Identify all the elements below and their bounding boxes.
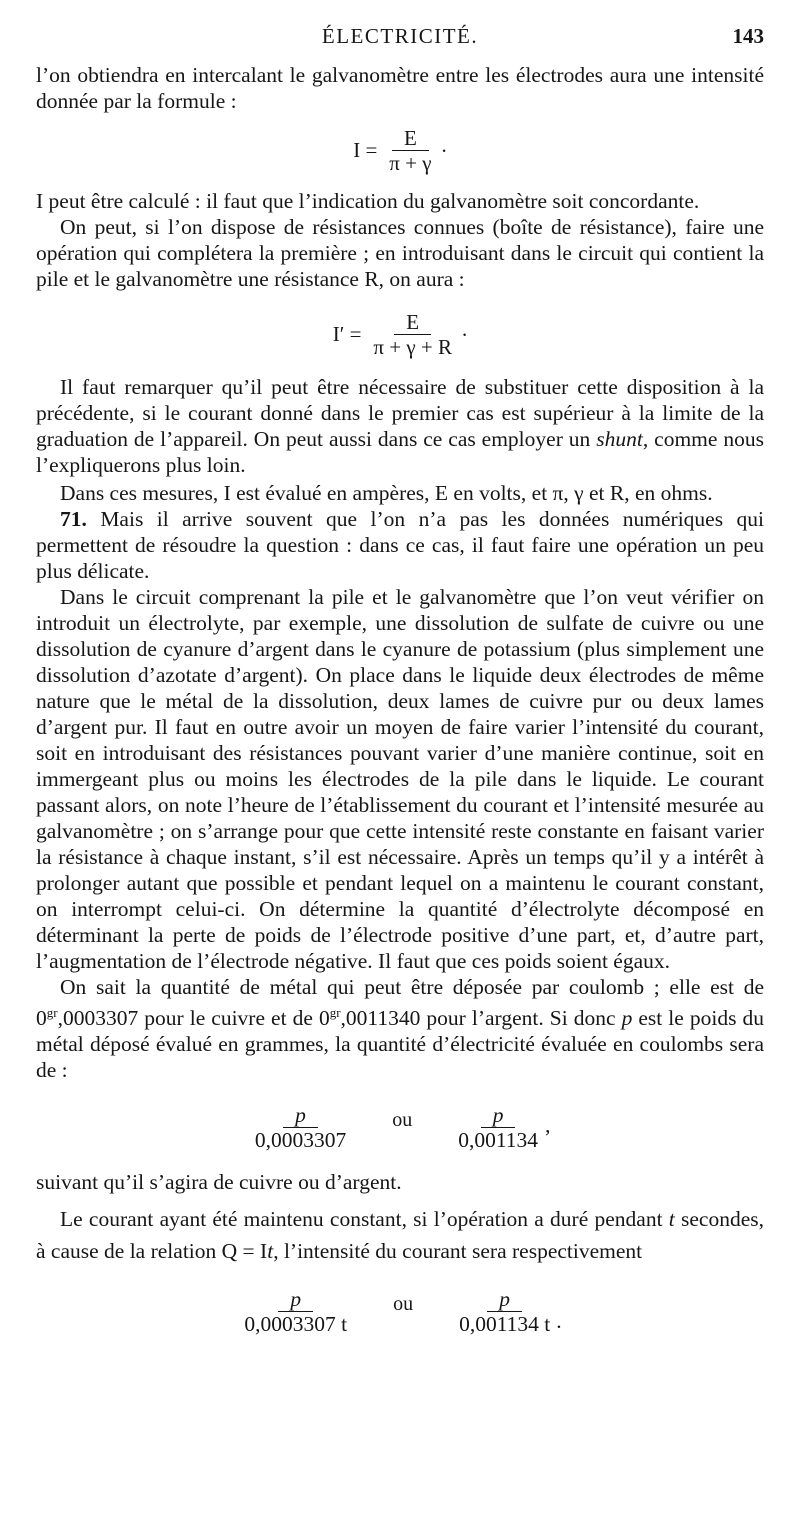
- paragraph-suivant: suivant qu’il s’agira de cuivre ou d’argent.: [36, 1170, 402, 1195]
- italic-var: p: [621, 1006, 633, 1031]
- paragraph-71: [36, 506, 764, 584]
- fraction: [383, 127, 437, 174]
- paragraph-coulomb: [36, 974, 764, 1083]
- page-number: 143: [732, 24, 764, 48]
- text-run: Mais il arrive souvent que l’on n’a pas les données numériques qui permettent de résoudre la question : dans ce cas, il faut faire une opération un peu plus délicate.: [36, 507, 764, 583]
- italic-term: shunt: [596, 427, 643, 451]
- formula-lhs: I =: [353, 138, 378, 162]
- formula-punctuation: .: [441, 133, 447, 157]
- text-run: secondes, à cause de la relation Q = I: [36, 1207, 764, 1264]
- numerator: p: [487, 1288, 522, 1312]
- denominator: π + γ + R: [373, 334, 452, 359]
- fraction-copper: [249, 1104, 352, 1151]
- page-header: [36, 24, 764, 58]
- numerator: E: [394, 311, 431, 335]
- formula-separator: ou: [393, 1293, 414, 1316]
- text-run: Il faut remarquer qu’il peut être nécessaire de substituer cette disposition à la précédente, si le courant donné dans le premier cas est supérieur à la limite de la graduation de l’appareil. On peut aussi dans ce cas employer un: [36, 375, 764, 451]
- paragraph-intro: l’on obtiendra en intercalant le galvanomètre entre les électrodes aura une intensité donnée par la formule :: [36, 63, 764, 113]
- formula-punctuation: .: [556, 1309, 562, 1334]
- formula-punctuation: .: [462, 317, 468, 341]
- superscript-gr: gr: [329, 1005, 341, 1020]
- formula-intensities: [36, 1279, 764, 1343]
- superscript-gr: gr: [46, 1005, 58, 1020]
- running-title: ÉLECTRICITÉ.: [321, 24, 479, 48]
- text-run: Le courant ayant été maintenu constant, si l’opération a duré pendant: [60, 1207, 669, 1232]
- fraction-silver: [453, 1288, 556, 1335]
- italic-var: t: [267, 1239, 274, 1264]
- denominator: 0,001134: [458, 1127, 539, 1152]
- text-run: ,0003307 pour le cuivre et de 0: [57, 1006, 330, 1031]
- numerator: p: [278, 1288, 313, 1312]
- paragraph-electrolyte: Dans le circuit comprenant la pile et le galvanomètre que l’on veut vérifier on introduit un électrolyte, par exemple, une dissolution de sulfate de cuivre ou une dissolution de cyanure d’argent dans le cyanure de potassium (plus simplement une dissolution d’azotate d’argent). On place dans le liquide deux électrodes de même nature que le métal de la dissolution, deux lames de cuivre pur ou deux lames d’argent pur. Il faut en outre avoir un moyen de faire varier l’intensité du courant, soit en introduisant des résistances pouvant varier d’une manière continue, soit en immergeant plus ou moins les électrodes de la pile dans le liquide. Le courant passant alors, on note l’heure de l’établissement du courant et l’intensité mesurée au galvanomètre ; on s’arrange pour que cette intensité reste constante en faisant varier la résistance à chaque instant, s’il est nécessaire. Après un temps qu’il y a intérêt à prolonger autant que possible et pendant lequel on a maintenu le courant constant, on interrompt celui-ci. On détermine la quantité d’électrolyte décomposé en déterminant la perte de poids de l’électrode positive d’une part, et, d’autre part, l’augmentation de l’électrode négative. Il faut que ces poids soient égaux.: [36, 585, 764, 973]
- text-run: ,0011340 pour l’argent. Si donc: [340, 1006, 622, 1031]
- denominator: 0,0003307 t: [244, 1311, 348, 1336]
- formula-lhs: I′ =: [332, 322, 362, 346]
- formula-intensity-resistance: [36, 302, 764, 366]
- paragraph-resistances: On peut, si l’on dispose de résistances connues (boîte de résistance), faire une opération qui complétera la première ; en introduisant dans le circuit qui contient la pile et le galvanomètre une résistance R, on aura :: [36, 215, 764, 291]
- text-run: On sait la quantité de métal qui peut être déposée par coulomb ; elle est de 0: [36, 975, 764, 1031]
- page-body: [36, 62, 764, 1343]
- formula-separator: ou: [392, 1109, 413, 1132]
- denominator: π + γ: [389, 150, 432, 175]
- text-run: est le poids du métal déposé évalué en grammes, la quantité d’électricité évaluée en coulombs sera de :: [36, 1006, 764, 1083]
- text-run: , comme nous l’expliquerons plus loin.: [36, 427, 764, 477]
- denominator: 0,001134 t: [459, 1311, 551, 1336]
- numerator: p: [283, 1104, 318, 1128]
- italic-var: t: [668, 1207, 675, 1232]
- paragraph-calcule: I peut être calculé : il faut que l’indication du galvanomètre soit concordante.: [36, 189, 700, 213]
- paragraph-units: Dans ces mesures, I est évalué en ampères, E en volts, et π, γ et R, en ohms.: [60, 481, 713, 505]
- numerator: E: [392, 127, 429, 151]
- formula-punctuation: ’: [544, 1125, 552, 1150]
- formula-coulombs: [36, 1095, 764, 1159]
- paragraph-courant: [36, 1203, 764, 1267]
- paragraph-shunt: [36, 374, 764, 478]
- fraction-silver: [452, 1104, 544, 1151]
- section-number: 71.: [60, 507, 87, 531]
- formula-intensity: [36, 118, 764, 182]
- fraction-copper: [238, 1288, 353, 1335]
- fraction-silver-group: [452, 1104, 551, 1151]
- text-run: , l’intensité du courant sera respectivement: [273, 1239, 643, 1264]
- denominator: 0,0003307: [254, 1127, 347, 1152]
- fraction-silver-group: [453, 1288, 562, 1335]
- numerator: p: [481, 1104, 516, 1128]
- fraction: [367, 311, 458, 358]
